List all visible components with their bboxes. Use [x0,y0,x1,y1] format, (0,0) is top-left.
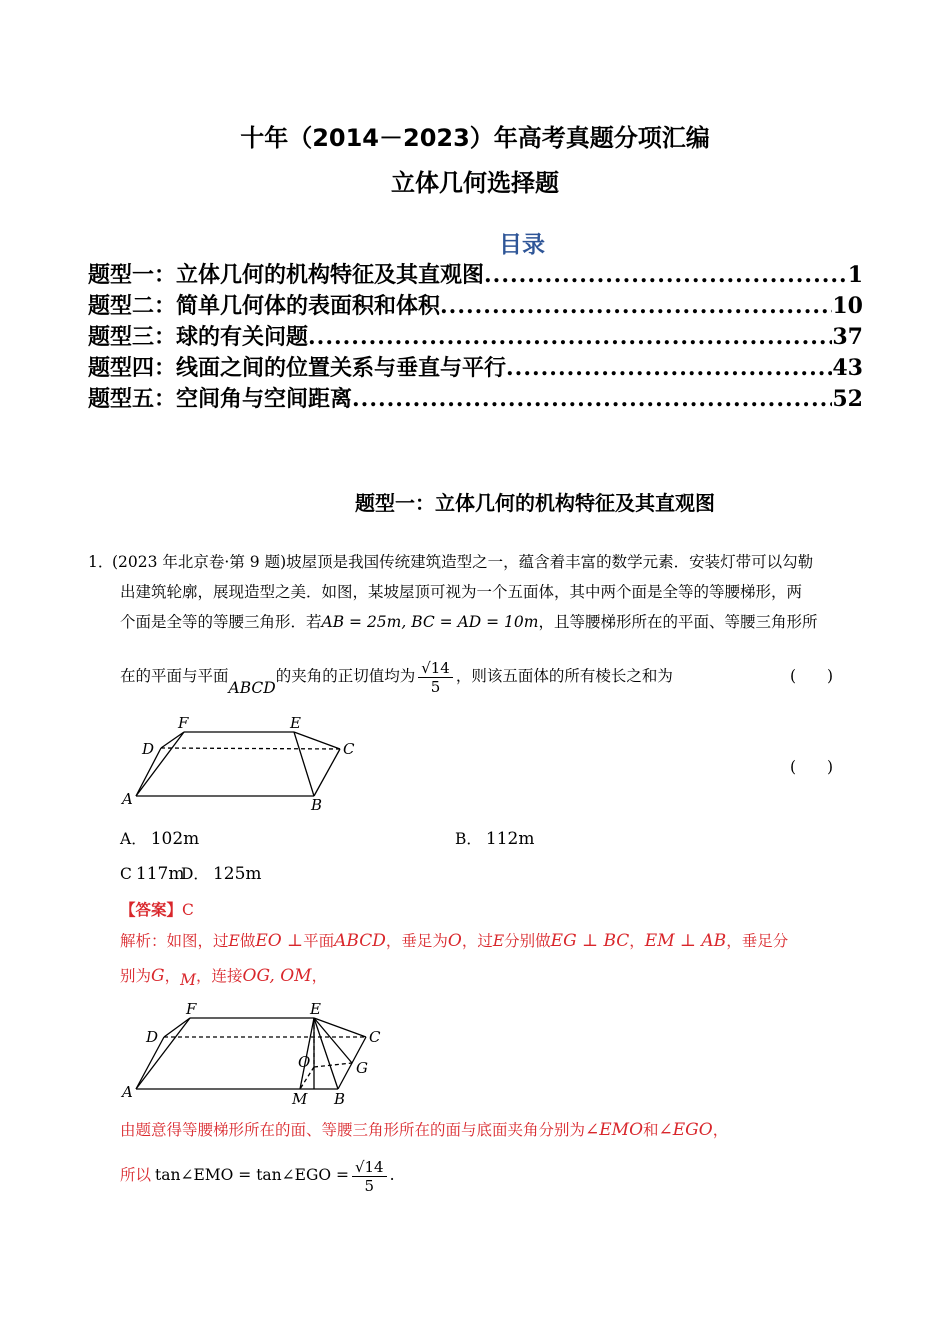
explanation-text: . [389,1166,395,1184]
toc-item-label: 题型四：线面之间的位置关系与垂直与平行 [88,356,507,381]
explanation-text: 解析：如图，过 [120,932,229,950]
toc-item-label: 题型一：立体几何的机构特征及其直观图 [88,263,485,288]
explanation-text: ，垂足为 [385,932,448,950]
explanation-text: 分别做 [504,932,551,950]
explanation-math: tan∠EMO = tan∠EGO = [155,1166,349,1184]
question-text: 个面是全等的等腰三角形．若 [120,613,322,631]
explanation-math: ∠EMO [585,1120,644,1140]
question-line-1: (2023 年北京卷·第 9 题)坡屋顶是我国传统建筑造型之一，蕴含着丰富的数学元素．安装灯带可以勾勒 [112,553,814,571]
question-number: 1． [88,553,114,571]
question-line-2: 出建筑轮廓，展现造型之美．如图，某坡屋顶可视为一个五面体，其中两个面是全等的等腰梯形，两 [120,583,803,601]
explanation-text: ， [164,967,181,985]
answer-line [120,900,194,920]
explanation-line-1 [120,931,788,951]
fraction-denominator: 5 [364,1176,375,1195]
question-math: AB = 25m, BC = AD = 10m [321,613,539,631]
toc-leader [440,293,832,319]
explanation-math: OG, OM [242,966,312,986]
toc-item-page: 10 [832,293,863,319]
question-line-4 [120,656,673,696]
explanation-text: 和 [643,1121,659,1139]
question-math: ABCD [228,679,276,697]
vertex-label-d: D [146,1028,159,1046]
fraction-numerator: √14 [352,1158,387,1177]
toc-item-2[interactable] [88,289,863,320]
explanation-math: ∠EGO [658,1120,713,1140]
explanation-text: 平面 [303,932,335,950]
explanation-text: 别为 [120,967,152,985]
toc-item-page: 52 [832,386,863,412]
toc-item-label: 题型三：球的有关问题 [88,325,309,350]
vertex-label-f: F [186,1000,197,1018]
fraction-denominator: 5 [430,677,441,696]
toc-item-4[interactable] [88,351,863,382]
toc-item-page: 43 [832,355,863,381]
toc-item-label: 题型二：简单几何体的表面积和体积 [88,294,441,319]
option-label: B． [455,830,482,848]
option-d[interactable] [181,864,262,884]
explanation-math: EO ⊥ [255,931,304,951]
explanation-line-2 [120,966,328,989]
explanation-math: G [151,966,165,986]
answer-value: C [182,901,194,919]
toc-leader [308,324,832,350]
pentahedron-figure-annotated [116,995,396,1110]
explanation-line-3 [120,1120,728,1140]
toc-item-page: 1 [847,262,863,288]
vertex-label-g: G [356,1059,368,1077]
vertex-label-d: D [142,740,155,758]
vertex-label-e: E [290,714,301,732]
explanation-text: ，垂足分 [726,932,789,950]
explanation-text: ， [311,967,328,985]
explanation-text: ， [629,932,645,950]
explanation-text: ，连接 [196,967,243,985]
option-value: 125m [212,864,262,884]
vertex-label-a: A [122,1083,133,1101]
option-value: 112m [485,829,535,849]
pentahedron-figure [116,712,366,816]
option-value: 117m [135,864,185,884]
document-title: 十年（2014－2023）年高考真题分项汇编 [240,124,710,152]
toc-item-5[interactable] [88,382,863,413]
explanation-text: ，过 [461,932,493,950]
toc-item-label: 题型五：空间角与空间距离 [88,387,353,412]
section-heading: 题型一：立体几何的机构特征及其直观图 [355,491,715,515]
toc-leader [484,262,848,288]
option-c[interactable] [120,864,184,884]
answer-paren: ( ) [790,667,834,685]
explanation-text: 做 [239,932,256,950]
option-a[interactable] [120,829,199,849]
fraction [418,659,453,696]
vertex-label-c: C [343,740,355,758]
vertex-label-b: B [334,1090,346,1108]
document-subtitle: 立体几何选择题 [391,169,559,197]
question-text: 在的平面与平面 [120,667,229,685]
option-b[interactable] [455,829,534,849]
explanation-line-4 [120,1155,395,1195]
explanation-text: 所以 [120,1166,152,1184]
answer-paren-repeat: ( ) [790,758,834,776]
vertex-label-c: C [369,1028,381,1046]
vertex-label-b: B [311,796,323,814]
question-text: ，则该五面体的所有棱长之和为 [455,667,673,685]
answer-tag: 【答案】 [120,900,183,919]
vertex-label-a: A [122,790,133,808]
explanation-math: EM ⊥ AB [644,931,727,951]
toc-item-page: 37 [832,324,863,350]
question-text: ，且等腰梯形所在的平面、等腰三角形所 [538,613,818,631]
toc-leader [352,386,832,412]
option-label: D． [181,865,209,883]
question-text: 的夹角的正切值均为 [275,667,416,685]
explanation-math: O [447,931,462,951]
explanation-math: E [228,932,240,950]
vertex-label-e: E [310,1000,321,1018]
explanation-text: 由题意得等腰梯形所在的面、等腰三角形所在的面与底面夹角分别为 [120,1121,586,1139]
option-value: 102m [150,829,200,849]
explanation-math: E [492,932,505,950]
vertex-label-f: F [178,714,189,732]
explanation-math: M [180,971,196,989]
fraction [352,1158,387,1195]
toc-leader [506,355,832,381]
toc-item-1[interactable] [88,258,863,289]
explanation-math: EG ⊥ BC [550,931,630,951]
explanation-text: ， [712,1121,729,1139]
vertex-label-o: O [298,1053,311,1071]
question-line-3 [120,612,818,632]
vertex-label-m: M [292,1090,308,1108]
toc-heading: 目录 [499,232,545,258]
option-label: C [120,865,132,883]
fraction-numerator: √14 [418,659,453,678]
option-label: A． [120,830,147,848]
explanation-math: ABCD [334,931,386,951]
toc-item-3[interactable] [88,320,863,351]
